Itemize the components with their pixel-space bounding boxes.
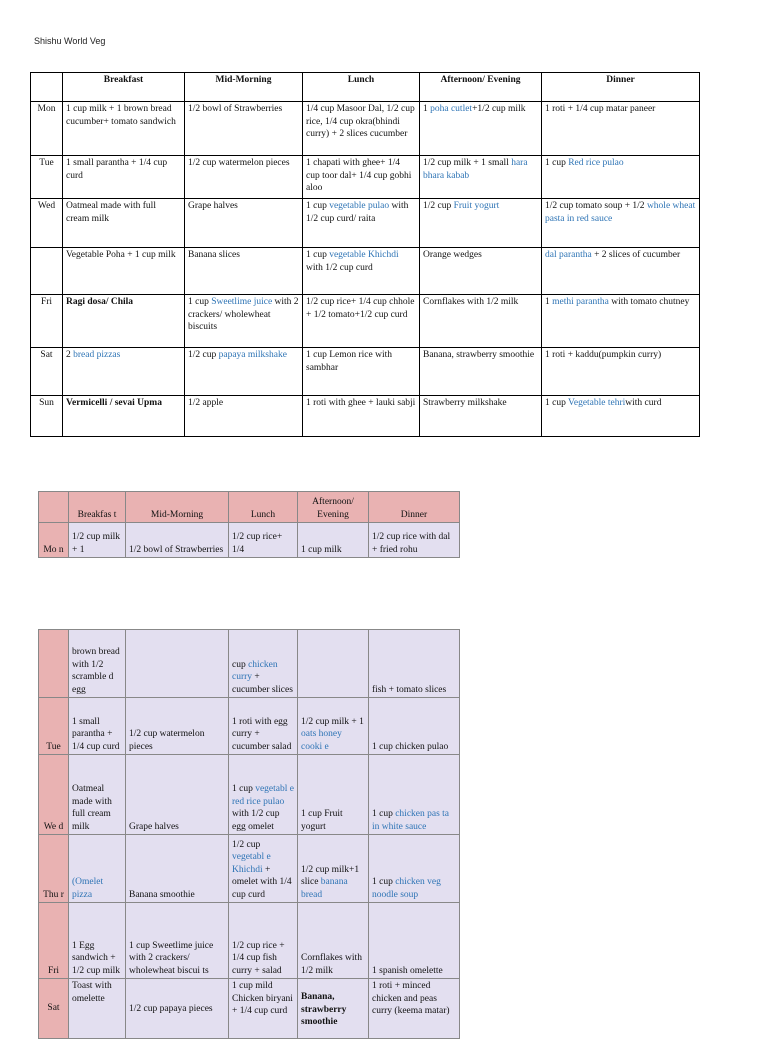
text: 1/2 cup (188, 350, 219, 360)
table-row (39, 903, 460, 979)
header-breakfast: Breakfast (63, 73, 185, 102)
dinner-cell: 1 roti + kaddu(pumpkin curry) (542, 348, 700, 396)
breakfast-cell: Ragi dosa/ Chila (63, 295, 185, 348)
breakfast-cell (63, 348, 185, 396)
evening-cell: 1 cup Fruit yogurt (298, 755, 369, 835)
recipe-link[interactable]: dal parantha (545, 250, 592, 260)
dinner-cell: fish + tomato slices (369, 630, 460, 698)
dinner-cell: 1 roti + 1/4 cup matar paneer (542, 102, 700, 156)
mid-morning-cell: 1/2 bowl of Strawberries (185, 102, 303, 156)
recipe-link[interactable]: Fruit yogurt (453, 201, 500, 211)
table-header-row (31, 73, 700, 102)
day-cell: Sun (31, 396, 63, 437)
text: 1 cup (232, 784, 256, 794)
day-cell: Fri (39, 903, 69, 979)
header-evening: Afternoon/ Evening (298, 492, 369, 523)
recipe-link[interactable]: poha cutlet (430, 104, 473, 114)
evening-cell: Orange wedges (420, 248, 542, 295)
table-row (31, 248, 700, 295)
text: 1/2 cup milk + 1 small (423, 158, 512, 168)
breakfast-cell: 1 cup milk + 1 brown bread cucumber+ tomato sandwich (63, 102, 185, 156)
table-header-row (39, 492, 460, 523)
text: 1 cup (188, 297, 212, 307)
document-title: Shishu World Veg (34, 36, 106, 46)
lunch-cell: 1/4 cup Masoor Dal, 1/2 cup rice, 1/4 cup okra(bhindi curry) + 2 slices cucumber (303, 102, 420, 156)
evening-cell (298, 835, 369, 903)
recipe-link[interactable]: papaya milkshake (218, 350, 287, 360)
day-cell (31, 248, 63, 295)
day-cell: Wed (31, 199, 63, 248)
table-row (31, 396, 700, 437)
veg-meal-plan-table (30, 72, 700, 437)
evening-cell (298, 698, 369, 755)
day-cell: Fri (31, 295, 63, 348)
table-row (31, 295, 700, 348)
recipe-link[interactable]: Red rice pulao (568, 158, 624, 168)
lunch-cell: 1 cup Lemon rice with sambhar (303, 348, 420, 396)
lunch-cell: 1 cup mild Chicken biryani + 1/4 cup curd (229, 979, 298, 1039)
mid-morning-cell (126, 630, 229, 698)
breakfast-cell: Toast with omelette (69, 979, 126, 1039)
dinner-cell (542, 248, 700, 295)
text: 1 cup (306, 250, 330, 260)
text: with curd (625, 398, 662, 408)
evening-cell: Cornflakes with 1/2 milk (420, 295, 542, 348)
day-cell: Mo n (39, 523, 69, 558)
text: 1/2 cup milk + 1 (301, 716, 364, 727)
header-lunch: Lunch (303, 73, 420, 102)
mid-morning-cell: Grape halves (126, 755, 229, 835)
text: 1 cup (545, 398, 569, 408)
text: 1 cup (545, 158, 569, 168)
text: with 1/2 cup curd/ raita (306, 201, 409, 224)
text: with 1/2 cup curd (306, 262, 373, 273)
text: 1/2 cup (423, 201, 454, 211)
mid-morning-cell (185, 295, 303, 348)
dinner-cell (542, 396, 700, 437)
dinner-cell (542, 199, 700, 248)
header-dinner: Dinner (369, 492, 460, 523)
dinner-cell: 1 roti + minced chicken and peas curry (keema matar) (369, 979, 460, 1039)
text: + omelet with 1/4 cup curd (232, 864, 292, 900)
dinner-cell: 1 spanish omelette (369, 903, 460, 979)
lunch-cell: 1/2 cup rice+ 1/4 (229, 523, 298, 558)
recipe-link[interactable]: chicken pas ta in white sauce (372, 809, 450, 832)
breakfast-cell: 1 Egg sandwich + 1/2 cup milk (69, 903, 126, 979)
recipe-link[interactable]: vegetable Khichdi (329, 250, 399, 260)
breakfast-cell: Vegetable Poha + 1 cup milk (63, 248, 185, 295)
evening-cell: Cornflakes with 1/2 milk (298, 903, 369, 979)
lunch-cell: 1/2 cup rice+ 1/4 cup chhole + 1/2 tomato+1/2 cup curd (303, 295, 420, 348)
text: 1 cup (372, 877, 396, 887)
evening-cell: Strawberry milkshake (420, 396, 542, 437)
recipe-link[interactable]: vegetabl e red rice pulao (232, 784, 294, 807)
mid-morning-cell: Banana slices (185, 248, 303, 295)
text: + 2 slices of cucumber (591, 250, 681, 260)
lunch-cell (303, 199, 420, 248)
lunch-cell: 1/2 cup rice + 1/4 cup fish curry + salad (229, 903, 298, 979)
mid-morning-cell: 1/2 cup watermelon pieces (185, 156, 303, 199)
text: 1/2 cup milk+1 slice (301, 864, 360, 887)
mid-morning-cell (185, 348, 303, 396)
recipe-link[interactable]: (Omelet pizza (72, 877, 104, 900)
table-row (39, 835, 460, 903)
day-cell: Tue (39, 698, 69, 755)
table-row (39, 523, 460, 558)
table-row (31, 102, 700, 156)
lunch-cell: 1 roti with ghee + lauki sabji (303, 396, 420, 437)
text: 1 (423, 104, 431, 114)
mid-morning-cell: 1/2 cup watermelon pieces (126, 698, 229, 755)
breakfast-cell: brown bread with 1/2 scramble d egg (69, 630, 126, 698)
text: 1/2 cup tomato soup + 1/2 (545, 201, 647, 211)
mid-morning-cell: Banana smoothie (126, 835, 229, 903)
recipe-link[interactable]: oats honey cooki e (301, 729, 342, 752)
breakfast-cell (69, 835, 126, 903)
lunch-cell: 1 roti with egg curry + cucumber salad (229, 698, 298, 755)
text: with tomato chutney (608, 297, 690, 307)
breakfast-cell: 1 small parantha + 1/4 cup curd (63, 156, 185, 199)
breakfast-cell: 1 small parantha + 1/4 cup curd (69, 698, 126, 755)
lunch-cell (303, 248, 420, 295)
lunch-cell (229, 835, 298, 903)
header-breakfast: Breakfas t (69, 492, 126, 523)
recipe-link[interactable]: vegetabl e Khichdi (232, 852, 271, 875)
dinner-cell (369, 835, 460, 903)
header-dinner: Dinner (542, 73, 700, 102)
header-mid-morning: Mid-Morning (185, 73, 303, 102)
recipe-link[interactable]: chicken curry (232, 659, 278, 682)
breakfast-cell: Vermicelli / sevai Upma (63, 396, 185, 437)
dinner-cell (369, 755, 460, 835)
table-row (39, 698, 460, 755)
table-row (31, 348, 700, 396)
lunch-cell (229, 630, 298, 698)
nonveg-meal-plan-table-top (38, 491, 460, 558)
dinner-cell: 1 cup chicken pulao (369, 698, 460, 755)
breakfast-cell: Oatmeal made with full cream milk (69, 755, 126, 835)
mid-morning-cell: 1/2 apple (185, 396, 303, 437)
evening-cell: Banana, strawberry smoothie (298, 979, 369, 1039)
table-row (39, 979, 460, 1039)
lunch-cell (229, 755, 298, 835)
mid-morning-cell: 1/2 bowl of Strawberries (126, 523, 229, 558)
mid-morning-cell: 1 cup Sweetlime juice with 2 crackers/ wholewheat biscui ts (126, 903, 229, 979)
text: 1 (545, 297, 553, 307)
header-day (39, 492, 69, 523)
mid-morning-cell: Grape halves (185, 199, 303, 248)
evening-cell (420, 199, 542, 248)
evening-cell (420, 156, 542, 199)
evening-cell: Banana, strawberry smoothie (420, 348, 542, 396)
day-cell: Mon (31, 102, 63, 156)
dinner-cell (542, 156, 700, 199)
day-cell: Sat (31, 348, 63, 396)
evening-cell: 1 cup milk (298, 523, 369, 558)
evening-cell (298, 630, 369, 698)
nonveg-meal-plan-table (38, 629, 460, 1039)
lunch-cell: 1 chapati with ghee+ 1/4 cup toor dal+ 1/4 cup gobhi aloo (303, 156, 420, 199)
text: 2 (66, 350, 74, 360)
day-cell: Tue (31, 156, 63, 199)
recipe-link[interactable]: chicken veg noodle soup (372, 877, 441, 900)
breakfast-cell: Oatmeal made with full cream milk (63, 199, 185, 248)
text: +1/2 cup milk (472, 104, 526, 114)
header-lunch: Lunch (229, 492, 298, 523)
text: with 2 crackers/ wholewheat biscuits (188, 297, 299, 332)
table-row (31, 156, 700, 199)
recipe-link[interactable]: Sweetlime juice (211, 297, 273, 307)
dinner-cell: 1/2 cup rice with dal + fried rohu (369, 523, 460, 558)
table-row (31, 199, 700, 248)
text: with 1/2 cup egg omelet (232, 809, 280, 832)
day-cell: Sat (39, 979, 69, 1039)
header-evening: Afternoon/ Evening (420, 73, 542, 102)
text: 1 cup (306, 201, 330, 211)
recipe-link[interactable]: hara bhara kabab (423, 158, 528, 181)
text: 1 cup (372, 809, 396, 819)
text: + cucumber slices (232, 672, 293, 695)
table-row (39, 630, 460, 698)
day-cell (39, 630, 69, 698)
recipe-link[interactable]: whole wheat pasta in red sauce (545, 201, 696, 224)
recipe-link[interactable]: vegetable pulao (329, 201, 390, 211)
recipe-link[interactable]: Vegetable tehri (568, 398, 626, 408)
recipe-link[interactable]: bread pizzas (73, 350, 121, 360)
dinner-cell (542, 295, 700, 348)
day-cell: We d (39, 755, 69, 835)
header-day (31, 73, 63, 102)
evening-cell (420, 102, 542, 156)
text: cup (232, 659, 249, 670)
breakfast-cell: 1/2 cup milk + 1 (69, 523, 126, 558)
mid-morning-cell: 1/2 cup papaya pieces (126, 979, 229, 1039)
table-row (39, 755, 460, 835)
header-mid-morning: Mid-Morning (126, 492, 229, 523)
recipe-link[interactable]: banana bread (301, 877, 348, 900)
text: 1/2 cup (232, 839, 261, 850)
recipe-link[interactable]: methi parantha (552, 297, 609, 307)
day-cell: Thu r (39, 835, 69, 903)
